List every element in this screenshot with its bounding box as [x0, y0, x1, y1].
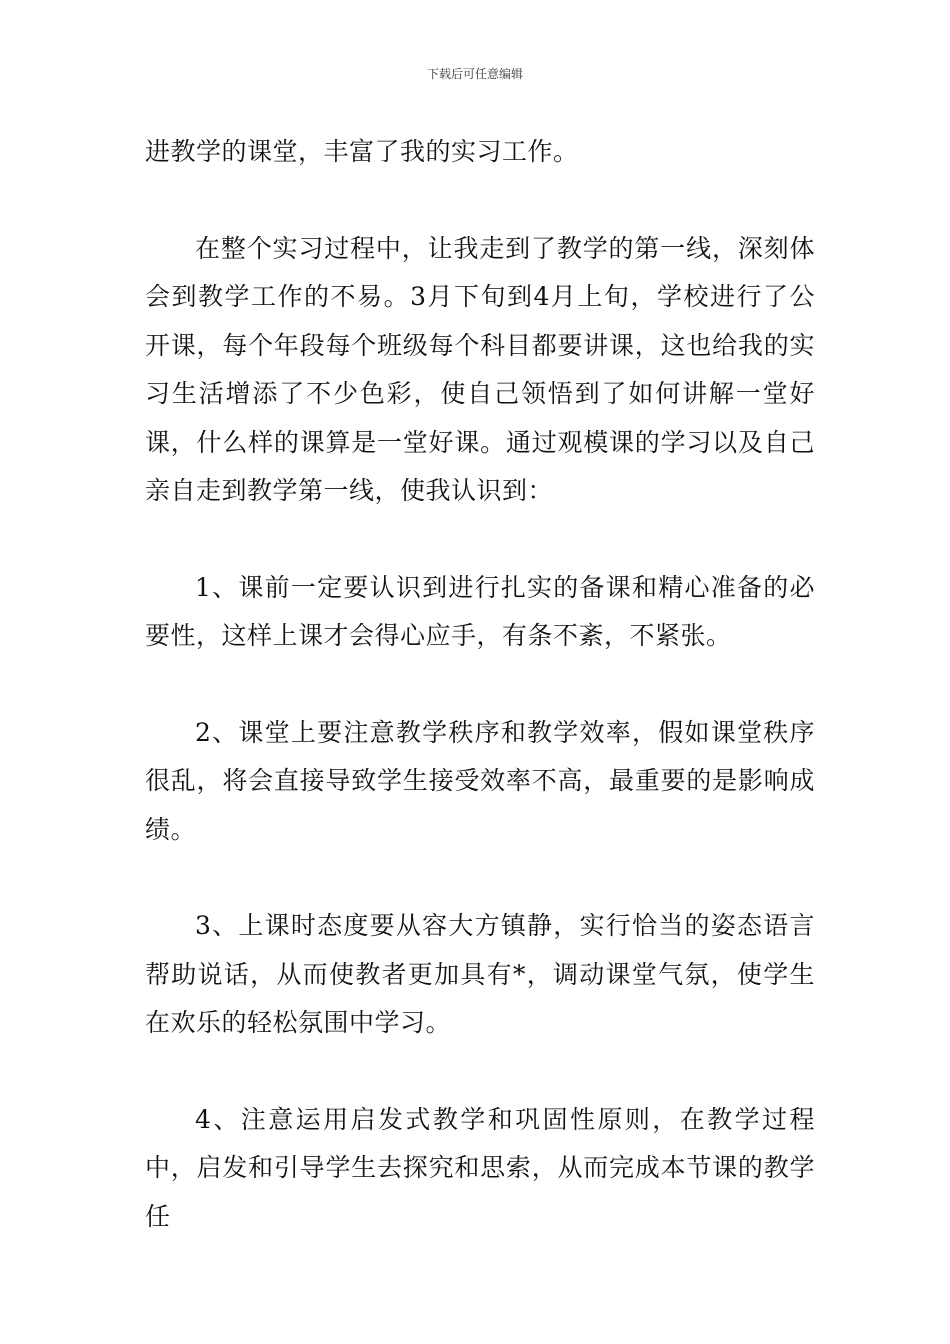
document-body	[145, 128, 815, 1289]
paragraph-continuation: 进教学的课堂，丰富了我的实习工作。	[145, 137, 579, 166]
paragraph-internship-process: 在整个实习过程中，让我走到了教学的第一线，深刻体会到教学工作的不易。3月下旬到4月上旬，学校进行了公开课，每个年段每个班级每个科目都要讲课，这也给我的实习生活增添了不少色彩，使自己领悟到了如何讲解一堂好课，什么样的课算是一堂好课。通过观模课的学习以及自己亲自走到教学第一线，使我认识到：	[145, 233, 815, 505]
page-header-note: 下载后可任意编辑	[426, 67, 523, 81]
paragraph-point-3: 3、上课时态度要从容大方镇静，实行恰当的姿态语言帮助说话，从而使教者更加具有*，调动课堂气氛，使学生在欢乐的轻松氛围中学习。	[145, 911, 815, 1037]
paragraph-point-4: 4、注意运用启发式教学和巩固性原则，在教学过程中，启发和引导学生去探究和思索，从而完成本节课的教学任	[145, 1104, 815, 1231]
paragraph-point-1: 1、课前一定要认识到进行扎实的备课和精心准备的必要性，这样上课才会得心应手，有条不紊，不紧张。	[145, 572, 815, 650]
paragraph-point-2: 2、课堂上要注意教学秩序和教学效率，假如课堂秩序很乱，将会直接导致学生接受效率不高，最重要的是影响成绩。	[145, 717, 815, 844]
